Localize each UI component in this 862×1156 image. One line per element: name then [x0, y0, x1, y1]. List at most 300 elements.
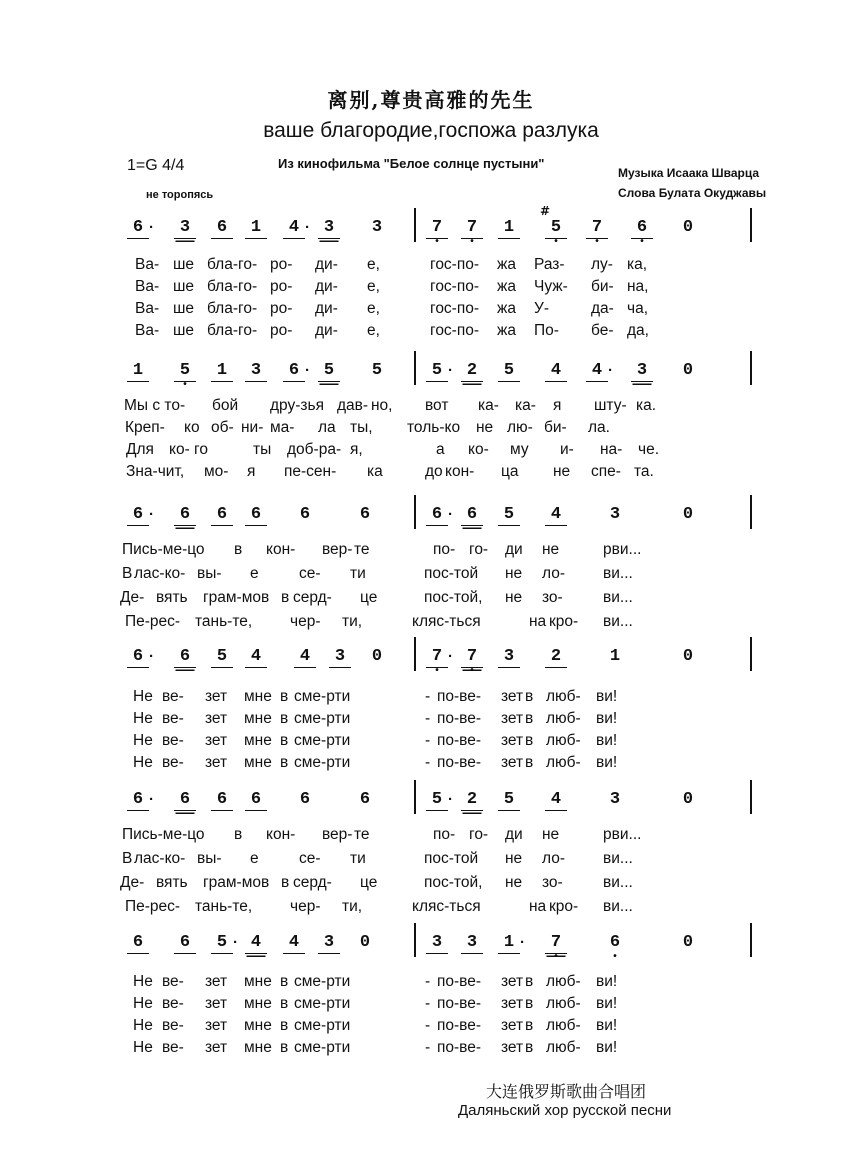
lyric-syllable: е,: [367, 278, 380, 295]
note: 6: [211, 218, 233, 239]
lyric-syllable: жа: [497, 300, 516, 317]
lyric-syllable: мне: [244, 973, 272, 990]
lyric-syllable: ла.: [588, 419, 610, 436]
lyric-syllable: вять: [156, 874, 188, 891]
lyric-syllable: ко-: [169, 441, 190, 458]
lyric-syllable: доб-ра-: [287, 441, 342, 458]
lyric-syllable: Пись-ме-цо: [122, 826, 205, 843]
lyric-syllable: люб-: [546, 688, 581, 705]
lyric-syllable: люб-: [546, 710, 581, 727]
lyric-syllable: Пись-ме-цо: [122, 541, 205, 558]
lyric-syllable: зет: [205, 688, 228, 705]
lyric-syllable: Не: [133, 1039, 153, 1056]
lyric-syllable: по-ве-: [437, 732, 482, 749]
note: 6: [299, 790, 311, 809]
lyric-syllable: ше: [173, 278, 195, 295]
choir-name-russian: Даляньский хор русской песни: [458, 1102, 672, 1119]
lyric-syllable: е: [250, 850, 259, 867]
augmentation-dot: ·: [149, 791, 154, 808]
lyric-syllable: вы-: [197, 565, 222, 582]
lyric-syllable: кро-: [549, 613, 579, 630]
lyric-syllable: в: [234, 826, 243, 843]
note: 6: [127, 933, 149, 954]
lyric-syllable: ло-: [542, 850, 566, 867]
lyric-syllable: мне: [244, 710, 272, 727]
lyric-syllable: гос-по-: [430, 278, 480, 295]
lyric-syllable: ви!: [596, 1039, 618, 1056]
note: 2: [545, 647, 567, 668]
note: 5: [498, 505, 520, 526]
note: 3: [174, 218, 196, 239]
lyric-syllable: тань-те,: [195, 613, 253, 630]
lyric-syllable: У-: [534, 300, 550, 317]
lyric-syllable: по-ве-: [437, 754, 482, 771]
lyric-syllable: грам-мов: [203, 589, 270, 606]
lyric-syllable: Зна-чит,: [126, 463, 185, 480]
lyric-syllable: -: [425, 732, 431, 749]
augmentation-dot: ·: [149, 219, 154, 236]
lyric-syllable: ве-: [162, 688, 184, 705]
octave-dot: •: [433, 666, 440, 677]
lyric-syllable: Не: [133, 732, 153, 749]
note: 3: [245, 361, 267, 382]
lyric-syllable: бла-го-: [207, 278, 258, 295]
lyric-syllable: Не: [133, 710, 153, 727]
note: 6: [211, 505, 233, 526]
note: 6: [283, 361, 305, 382]
note: 2: [461, 790, 483, 811]
lyric-syllable: е,: [367, 300, 380, 317]
lyric-syllable: в: [525, 710, 534, 727]
lyric-syllable: по-: [433, 541, 456, 558]
lyric-syllable: ве-: [162, 754, 184, 771]
note: 7 •: [461, 647, 483, 668]
lyric-syllable: Пе-рес-: [125, 898, 181, 915]
lyric-syllable: чер-: [290, 898, 321, 915]
music-credit: Музыка Исаака Шварца: [618, 166, 760, 180]
lyric-syllable: По-: [534, 322, 559, 339]
lyric-syllable: ти: [350, 565, 366, 582]
note: 5: [318, 361, 340, 382]
lyric-syllable: по-ве-: [437, 688, 482, 705]
lyric-syllable: по-ве-: [437, 995, 482, 1012]
lyric-syllable: ка-: [478, 397, 499, 414]
lyric-syllable: сме-рти: [294, 754, 351, 771]
note: 0: [682, 218, 694, 237]
lyric-syllable: гос-по-: [430, 300, 480, 317]
lyric-syllable: це: [360, 589, 378, 606]
lyric-syllable: зет: [501, 1017, 524, 1034]
lyric-syllable: кон-: [445, 463, 475, 480]
note: 6: [211, 790, 233, 811]
lyric-syllable: ро-: [270, 322, 293, 339]
lyric-syllable: бла-го-: [207, 322, 258, 339]
note: 0: [682, 933, 694, 952]
lyric-syllable: -: [425, 973, 431, 990]
lyric-syllable: ни-: [241, 419, 264, 436]
lyric-syllable: ча,: [627, 300, 649, 317]
note: 0: [682, 647, 694, 666]
lyric-syllable: зет: [501, 754, 524, 771]
lyric-syllable: по-: [433, 826, 456, 843]
lyrics-credit: Слова Булата Окуджавы: [618, 186, 767, 200]
lyric-syllable: ти,: [342, 613, 363, 630]
note: 3: [609, 505, 621, 524]
lyric-syllable: серд-: [293, 874, 332, 891]
lyric-syllable: зет: [501, 732, 524, 749]
octave-dot: •: [552, 237, 559, 248]
lyric-syllable: в: [280, 710, 289, 727]
note: 7 •: [586, 218, 608, 239]
lyric-syllable: в: [525, 1017, 534, 1034]
title-chinese: 离别,尊贵高雅的先生: [327, 88, 535, 112]
lyric-syllable: в: [280, 995, 289, 1012]
bar-line: [414, 780, 416, 814]
lyric-syllable: ро-: [270, 256, 293, 273]
lyric-syllable: зет: [501, 710, 524, 727]
lyric-syllable: гос-по-: [430, 322, 480, 339]
lyric-syllable: му: [510, 441, 529, 458]
lyric-syllable: я: [247, 463, 256, 480]
lyric-syllable: ви!: [596, 754, 618, 771]
lyric-syllable: ве-: [162, 1039, 184, 1056]
lyric-syllable: сме-рти: [294, 1017, 351, 1034]
film-source: Из кинофильма "Белое солнце пустыни": [278, 156, 545, 171]
lyric-syllable: зет: [205, 973, 228, 990]
lyric-syllable: зет: [205, 710, 228, 727]
lyric-syllable: не: [505, 874, 523, 891]
lyric-syllable: ка.: [636, 397, 657, 414]
lyric-syllable: в: [280, 1039, 289, 1056]
lyric-syllable: люб-: [546, 1039, 581, 1056]
lyric-syllable: ве-: [162, 732, 184, 749]
note: 6: [127, 790, 149, 811]
lyric-syllable: по-ве-: [437, 710, 482, 727]
lyric-syllable: ди-: [315, 322, 338, 339]
lyric-syllable: ко: [184, 419, 200, 436]
note: 6: [461, 505, 483, 526]
lyric-syllable: дав-: [337, 397, 369, 414]
lyric-syllable: пос-той: [424, 850, 479, 867]
note: 1: [609, 647, 621, 666]
lyric-syllable: зо-: [542, 874, 563, 891]
lyric-syllable: дру-зья: [270, 397, 324, 414]
lyric-syllable: ди-: [315, 278, 338, 295]
bar-line: [414, 923, 416, 957]
lyric-syllable: тань-те,: [195, 898, 253, 915]
lyric-syllable: че.: [638, 441, 660, 458]
augmentation-dot: ·: [305, 362, 310, 379]
lyric-syllable: рви...: [603, 541, 642, 558]
lyric-syllable: ка,: [627, 256, 648, 273]
lyric-syllable: в: [525, 995, 534, 1012]
augmentation-dot: ·: [233, 934, 238, 951]
note: 5: [426, 361, 448, 382]
note: 7 •: [426, 647, 448, 668]
lyric-syllable: зет: [501, 995, 524, 1012]
lyric-syllable: ви...: [603, 898, 633, 915]
bar-line: [750, 351, 752, 385]
note: 3: [498, 647, 520, 668]
note: 3: [318, 218, 340, 239]
note: 4: [545, 505, 567, 526]
augmentation-dot: ·: [149, 506, 154, 523]
bar-line: [414, 637, 416, 671]
lyric-syllable: до: [425, 463, 443, 480]
note: 6: [426, 505, 448, 526]
lyric-syllable: ви!: [596, 995, 618, 1012]
lyric-syllable: ло-: [542, 565, 566, 582]
lyric-syllable: жа: [497, 322, 516, 339]
lyric-syllable: ди: [505, 541, 523, 558]
lyric-syllable: в: [280, 688, 289, 705]
key-signature: 1=G 4/4: [127, 157, 185, 174]
lyric-syllable: Не: [133, 995, 153, 1012]
lyric-syllable: зет: [501, 1039, 524, 1056]
lyric-syllable: мне: [244, 754, 272, 771]
lyric-syllable: не: [505, 850, 523, 867]
note: 1: [498, 218, 520, 239]
note: 2: [461, 361, 483, 382]
note: 6: [174, 647, 196, 668]
lyric-syllable: зет: [205, 1017, 228, 1034]
augmentation-dot: ·: [149, 648, 154, 665]
note: 7 •: [426, 218, 448, 239]
lyric-syllable: Ва-: [135, 300, 160, 317]
lyric-syllable: Ва-: [135, 322, 160, 339]
lyric-syllable: кляс-ться: [412, 898, 481, 915]
lyric-syllable: да-: [591, 300, 614, 317]
augmentation-dot: ·: [305, 219, 310, 236]
title-russian: ваше благородие,госпожа разлука: [263, 119, 599, 142]
lyric-syllable: кро-: [549, 898, 579, 915]
lyric-syllable: пос-той,: [424, 874, 483, 891]
note: 0: [359, 933, 371, 952]
lyric-syllable: люб-: [546, 754, 581, 771]
lyric-syllable: В: [122, 850, 133, 867]
lyric-syllable: сме-рти: [294, 973, 351, 990]
lyric-syllable: ди-: [315, 256, 338, 273]
note: 1: [245, 218, 267, 239]
note: 6: [127, 505, 149, 526]
note: 6: [245, 505, 267, 526]
lyric-syllable: спе-: [591, 463, 621, 480]
lyric-syllable: Де-: [120, 589, 145, 606]
lyric-syllable: ди: [505, 826, 523, 843]
lyric-syllable: Ва-: [135, 278, 160, 295]
lyric-syllable: жа: [497, 256, 516, 273]
lyric-syllable: не: [542, 826, 560, 843]
lyric-syllable: зет: [501, 688, 524, 705]
note: 3: [371, 218, 383, 237]
lyric-syllable: не: [476, 419, 494, 436]
lyric-syllable: ви!: [596, 973, 618, 990]
note: 6: [245, 790, 267, 811]
lyric-syllable: би-: [544, 419, 567, 436]
octave-dot: •: [433, 237, 440, 248]
lyric-syllable: ве-: [162, 995, 184, 1012]
lyric-syllable: сме-рти: [294, 732, 351, 749]
lyric-syllable: кон-: [266, 541, 296, 558]
lyric-syllable: ше: [173, 300, 195, 317]
lyric-syllable: мне: [244, 732, 272, 749]
lyric-syllable: го-: [469, 826, 489, 843]
lyric-syllable: ты: [253, 441, 272, 458]
lyric-syllable: лю-: [507, 419, 533, 436]
note: 6: [299, 505, 311, 524]
octave-dot: •: [638, 237, 645, 248]
lyric-syllable: бла-го-: [207, 300, 258, 317]
note: 5: [498, 790, 520, 811]
note: 4: [545, 361, 567, 382]
lyric-syllable: мне: [244, 1017, 272, 1034]
lyric-syllable: пе-сен-: [284, 463, 337, 480]
lyric-syllable: те: [354, 541, 370, 558]
lyric-syllable: в: [281, 589, 290, 606]
lyric-syllable: в: [525, 973, 534, 990]
lyric-syllable: об-: [211, 419, 234, 436]
lyric-syllable: бой: [212, 397, 239, 414]
note: 4: [294, 647, 316, 668]
lyric-syllable: Чуж-: [534, 278, 568, 295]
lyric-syllable: Для: [126, 441, 154, 458]
lyric-syllable: зет: [205, 732, 228, 749]
bar-line: [414, 351, 416, 385]
note: 3: [318, 933, 340, 954]
lyric-syllable: рви...: [603, 826, 642, 843]
note: 0: [371, 647, 383, 666]
lyric-syllable: в: [280, 1017, 289, 1034]
lyric-syllable: ты,: [350, 419, 373, 436]
octave-dot: •: [181, 380, 188, 391]
lyric-syllable: -: [425, 688, 431, 705]
lyric-syllable: зо-: [542, 589, 563, 606]
octave-dot: •: [593, 237, 600, 248]
lyric-syllable: грам-мов: [203, 874, 270, 891]
lyric-syllable: Ва-: [135, 256, 160, 273]
lyric-syllable: ро-: [270, 278, 293, 295]
note: 6: [359, 790, 371, 809]
note: 6: [174, 790, 196, 811]
augmentation-dot: ·: [448, 506, 453, 523]
lyric-syllable: в: [234, 541, 243, 558]
lyric-syllable: и-: [560, 441, 574, 458]
note: 7 •: [545, 933, 567, 954]
lyric-syllable: толь-ко: [407, 419, 461, 436]
octave-dot: •: [468, 666, 475, 677]
lyric-syllable: Не: [133, 688, 153, 705]
lyric-syllable: ти,: [342, 898, 363, 915]
lyric-syllable: не: [505, 589, 523, 606]
lyric-syllable: по-ве-: [437, 973, 482, 990]
lyric-syllable: ви...: [603, 565, 633, 582]
lyric-syllable: в: [281, 874, 290, 891]
lyric-syllable: лу-: [591, 256, 613, 273]
lyric-syllable: се-: [299, 850, 321, 867]
lyric-syllable: ше: [173, 256, 195, 273]
octave-dot: •: [468, 237, 475, 248]
bar-line: [750, 208, 752, 242]
note: 6: [127, 218, 149, 239]
lyric-syllable: люб-: [546, 995, 581, 1012]
lyric-syllable: Раз-: [534, 256, 565, 273]
lyric-syllable: пос-той: [424, 565, 479, 582]
note: 6: [127, 647, 149, 668]
lyric-syllable: ви!: [596, 1017, 618, 1034]
lyric-syllable: в: [280, 732, 289, 749]
lyric-syllable: ца: [501, 463, 519, 480]
lyric-syllable: ви...: [603, 850, 633, 867]
lyric-syllable: не: [505, 565, 523, 582]
lyric-syllable: вер-: [322, 826, 353, 843]
lyric-syllable: на: [529, 898, 547, 915]
lyric-syllable: не: [553, 463, 571, 480]
lyric-syllable: лас-ко-: [134, 565, 186, 582]
lyric-syllable: ше: [173, 322, 195, 339]
lyric-syllable: ви!: [596, 732, 618, 749]
lyric-syllable: ви...: [603, 589, 633, 606]
lyric-syllable: в: [525, 1039, 534, 1056]
note: 0: [682, 790, 694, 809]
lyric-syllable: сме-рти: [294, 1039, 351, 1056]
lyric-syllable: вять: [156, 589, 188, 606]
augmentation-dot: ·: [448, 791, 453, 808]
note: 5: [211, 647, 233, 668]
lyric-syllable: в: [280, 754, 289, 771]
lyric-syllable: ве-: [162, 710, 184, 727]
lyric-syllable: ка-: [515, 397, 536, 414]
lyric-syllable: ве-: [162, 1017, 184, 1034]
lyric-syllable: серд-: [293, 589, 332, 606]
lyric-syllable: на,: [627, 278, 649, 295]
lyric-syllable: Пе-рес-: [125, 613, 181, 630]
note: 5 •: [174, 361, 196, 382]
lyric-syllable: бла-го-: [207, 256, 258, 273]
bar-line: [750, 637, 752, 671]
note: 5: [498, 361, 520, 382]
lyric-syllable: кляс-ться: [412, 613, 481, 630]
bar-line: [414, 495, 416, 529]
lyric-syllable: жа: [497, 278, 516, 295]
lyric-syllable: по-ве-: [437, 1039, 482, 1056]
note: 0: [682, 505, 694, 524]
note: 5: [211, 933, 233, 954]
lyric-syllable: те: [354, 826, 370, 843]
lyric-syllable: е,: [367, 322, 380, 339]
lyric-syllable: мне: [244, 995, 272, 1012]
note: 4: [283, 218, 305, 239]
tempo-marking: не торопясь: [146, 189, 214, 201]
lyric-syllable: -: [425, 754, 431, 771]
note: 4: [283, 933, 305, 954]
lyric-syllable: ви!: [596, 710, 618, 727]
lyric-syllable: ди-: [315, 300, 338, 317]
augmentation-dot: ·: [520, 934, 525, 951]
lyric-syllable: е,: [367, 256, 380, 273]
lyric-syllable: се-: [299, 565, 321, 582]
lyric-syllable: шту-: [594, 397, 627, 414]
lyric-syllable: го-: [469, 541, 489, 558]
lyric-syllable: пос-той,: [424, 589, 483, 606]
lyric-syllable: мне: [244, 688, 272, 705]
note: 3: [461, 933, 483, 954]
note: 4: [586, 361, 608, 382]
lyric-syllable: мне: [244, 1039, 272, 1056]
lyric-syllable: го: [194, 441, 208, 458]
lyric-syllable: ви...: [603, 874, 633, 891]
lyric-syllable: ка: [367, 463, 383, 480]
note: 5 • #: [545, 218, 567, 239]
